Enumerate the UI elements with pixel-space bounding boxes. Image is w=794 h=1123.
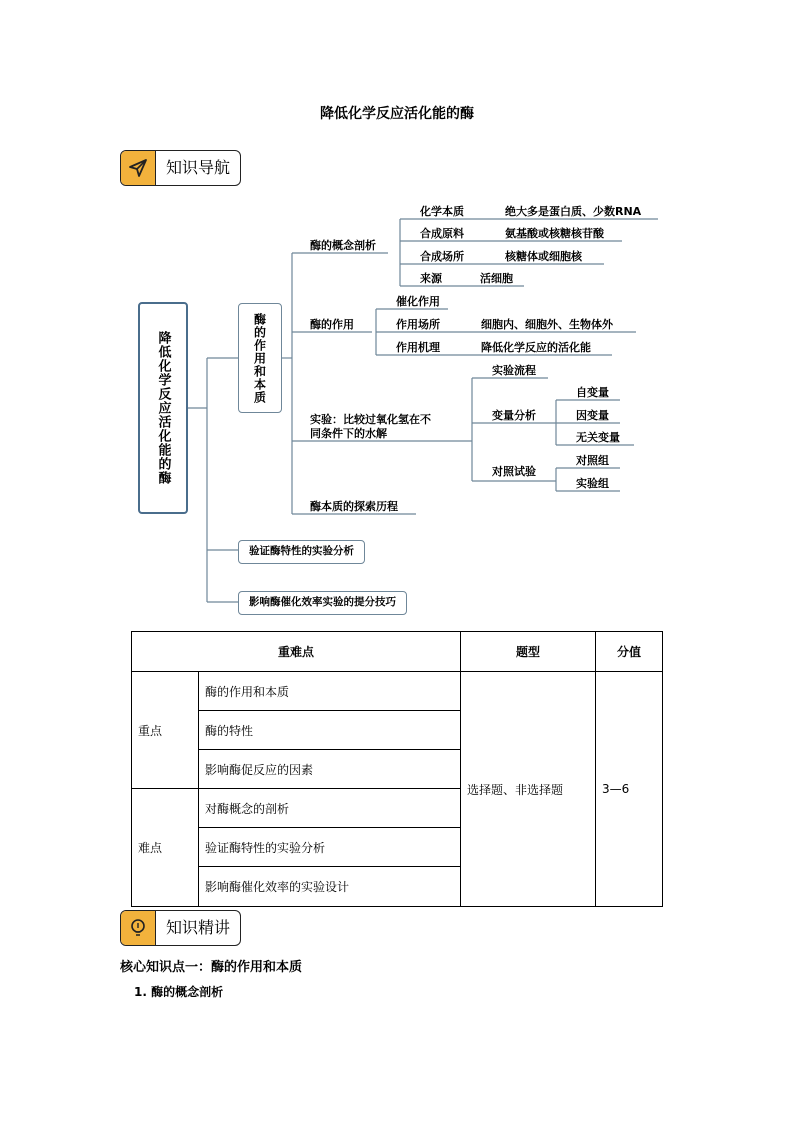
table-cell: 影响酶催化效率的实验设计 bbox=[199, 867, 461, 907]
mindmap-branch-main: 酶的作用和本质 bbox=[238, 303, 282, 413]
key-points-table bbox=[131, 631, 663, 907]
table-cell: 对酶概念的剖析 bbox=[199, 789, 461, 828]
node-experiment-flow: 实验流程 bbox=[492, 364, 536, 377]
node-role-key-1: 催化作用 bbox=[396, 295, 440, 308]
document-title: 降低化学反应活化能的酶 bbox=[320, 106, 474, 122]
node-concept-value-4: 活细胞 bbox=[480, 272, 513, 285]
header-type: 题型 bbox=[461, 632, 596, 672]
node-role-value-2: 细胞内、细胞外、生物体外 bbox=[481, 318, 613, 331]
node-control-2: 实验组 bbox=[576, 477, 609, 490]
node-variables: 变量分析 bbox=[492, 409, 536, 422]
node-variable-2: 因变量 bbox=[576, 409, 609, 422]
node-concept-value-1: 绝大多是蛋白质、少数RNA bbox=[505, 205, 642, 218]
score-cell: 3—6 bbox=[596, 672, 663, 907]
lightbulb-icon bbox=[121, 911, 156, 945]
header-key-points: 重难点 bbox=[132, 632, 461, 672]
node-experiment-line2: 同条件下的水解 bbox=[310, 427, 387, 440]
table-cell: 酶的作用和本质 bbox=[199, 672, 461, 711]
node-variable-1: 自变量 bbox=[576, 386, 609, 399]
knowledge-explain-badge bbox=[120, 910, 241, 946]
node-branch-2: 验证酶特性的实验分析 bbox=[238, 540, 365, 564]
node-concept-key-3: 合成场所 bbox=[420, 250, 464, 263]
mindmap-root: 降低化学反应活化能的酶 bbox=[138, 302, 188, 514]
node-control-1: 对照组 bbox=[576, 454, 609, 467]
node-variable-3: 无关变量 bbox=[576, 431, 620, 444]
node-concept-value-3: 核糖体或细胞核 bbox=[505, 250, 582, 263]
section-heading: 核心知识点一：酶的作用和本质 bbox=[120, 960, 303, 975]
group-label-difficult: 难点 bbox=[132, 789, 199, 907]
node-control: 对照试验 bbox=[492, 465, 536, 478]
knowledge-explain-label: 知识精讲 bbox=[166, 918, 231, 937]
knowledge-nav-label: 知识导航 bbox=[166, 158, 231, 177]
header-score: 分值 bbox=[596, 632, 663, 672]
node-role-key-2: 作用场所 bbox=[396, 318, 440, 331]
node-role: 酶的作用 bbox=[310, 318, 354, 331]
table-header-row bbox=[132, 632, 663, 672]
type-cell: 选择题、非选择题 bbox=[461, 672, 596, 907]
node-concept-key-4: 来源 bbox=[420, 272, 442, 285]
node-role-value-3: 降低化学反应的活化能 bbox=[481, 341, 591, 354]
table-row bbox=[132, 672, 663, 711]
node-concept-value-2: 氨基酸或核糖核苷酸 bbox=[505, 227, 604, 240]
node-concept: 酶的概念剖析 bbox=[310, 239, 376, 252]
table-cell: 酶的特性 bbox=[199, 711, 461, 750]
node-concept-key-1: 化学本质 bbox=[420, 205, 464, 218]
node-branch-3: 影响酶催化效率实验的提分技巧 bbox=[238, 591, 407, 615]
node-concept-key-2: 合成原料 bbox=[420, 227, 464, 240]
node-role-key-3: 作用机理 bbox=[396, 341, 440, 354]
section-subheading: 1. 酶的概念剖析 bbox=[134, 985, 224, 999]
group-label-key: 重点 bbox=[132, 672, 199, 789]
table-cell: 验证酶特性的实验分析 bbox=[199, 828, 461, 867]
table-cell: 影响酶促反应的因素 bbox=[199, 750, 461, 789]
node-experiment-line1: 实验：比较过氧化氢在不 bbox=[310, 413, 431, 426]
node-history: 酶本质的探索历程 bbox=[310, 500, 398, 513]
